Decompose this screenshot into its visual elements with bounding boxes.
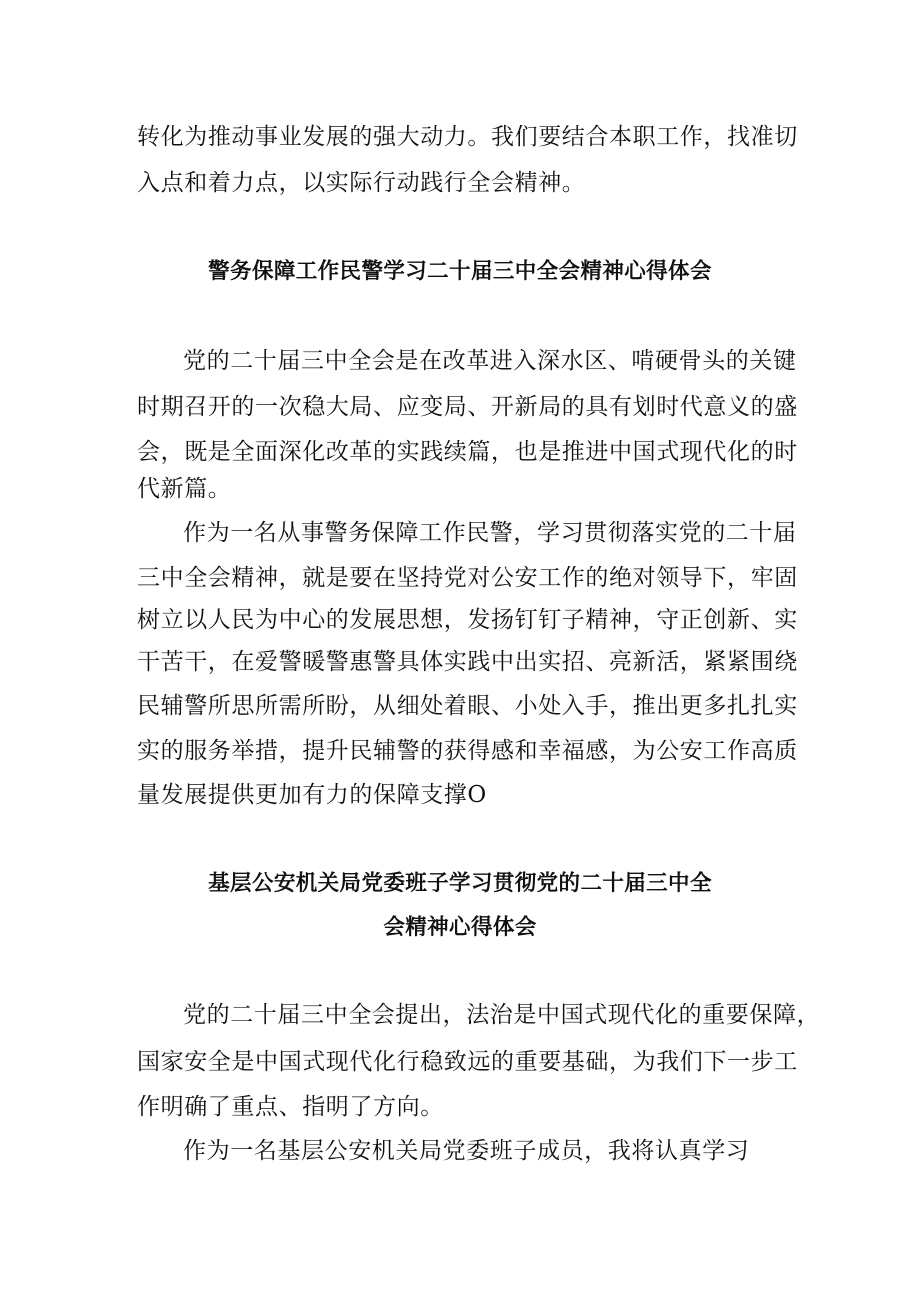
s1-p1-line-4: 代新篇。 bbox=[137, 476, 232, 502]
section-2-title-line-1: 基层公安机关局党委班子学习贯彻党的二十届三中全 bbox=[208, 871, 712, 896]
s2-p1-line-2: 国家安全是中国式现代化行稳致远的重要基础，为我们下一步工 bbox=[137, 1049, 798, 1075]
intro-line-1: 转化为推动事业发展的强大动力。我们要结合本职工作，找准切 bbox=[137, 124, 798, 150]
s1-p2-line-6: 实的服务举措，提升民辅警的获得感和幸福感，为公安工作高质 bbox=[137, 738, 798, 764]
intro-line-2: 入点和着力点，以实际行动践行全会精神。 bbox=[137, 170, 586, 196]
s2-p1-line-1: 党的二十届三中全会提出，法治是中国式现代化的重要保障， bbox=[183, 1002, 821, 1028]
s2-p2-line-1: 作为一名基层公安机关局党委班子成员，我将认真学习 bbox=[183, 1138, 750, 1164]
s1-p2-line-4: 干苦干，在爱警暖警惠警具体实践中出实招、亮新活，紧紧围绕 bbox=[137, 649, 798, 675]
s1-p2-line-3: 树立以人民为中心的发展思想，发扬钉钉子精神，守正创新、实 bbox=[137, 607, 798, 633]
s1-p2-line-5: 民辅警所思所需所盼，从细处着眼、小处入手，推出更多扎扎实 bbox=[137, 693, 798, 719]
s1-p2-line-2: 三中全会精神，就是要在坚持党对公安工作的绝对领导下，牢固 bbox=[137, 565, 798, 591]
s1-p2-line-1: 作为一名从事警务保障工作民警，学习贯彻落实党的二十届 bbox=[183, 520, 797, 546]
s1-p1-line-3: 会，既是全面深化改革的实践续篇，也是推进中国式现代化的时 bbox=[137, 439, 798, 465]
s1-p1-line-1: 党的二十届三中全会是在改革进入深水区、啃硬骨头的关键 bbox=[183, 348, 797, 374]
section-1-title: 警务保障工作民警学习二十届三中全会精神心得体会 bbox=[208, 259, 712, 284]
s2-p1-line-3: 作明确了重点、指明了方向。 bbox=[137, 1094, 444, 1120]
section-2-title-line-2: 会精神心得体会 bbox=[383, 915, 537, 940]
s1-p1-line-2: 时期召开的一次稳大局、应变局、开新局的具有划时代意义的盛 bbox=[137, 394, 798, 420]
s1-p2-line-7: 量发展提供更加有力的保障支撑O bbox=[137, 782, 487, 808]
